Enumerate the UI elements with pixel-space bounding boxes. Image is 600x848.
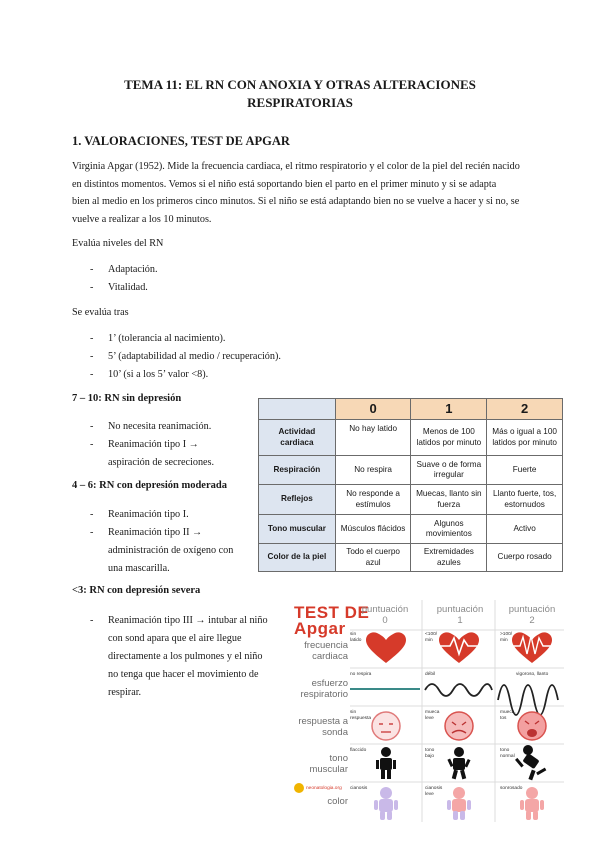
apgar-infographic	[292, 600, 564, 822]
subheading-sin-depresion: 7 – 10: RN sin depresión	[72, 393, 182, 404]
table-row-label: Color de la piel	[259, 544, 336, 572]
list-item	[90, 279, 148, 297]
list-item-continuation: administración de oxígeno con	[108, 545, 234, 556]
cell-label: tono bajo	[425, 748, 435, 759]
cell-label: sin respuesta	[350, 710, 372, 721]
cell-label: mueca leve	[425, 710, 440, 721]
list-item	[90, 612, 268, 630]
infographic-row-label: frecuencia cardiaca	[304, 640, 348, 662]
bullet-dash: -	[90, 333, 94, 344]
doc-title-line1: TEMA 11: EL RN CON ANOXIA Y OTRAS ALTERACIONES	[124, 77, 476, 92]
table-cell: Suave o de forma irregular	[411, 456, 487, 485]
list-item-continuation: con sond apara que el aire llegue	[108, 633, 242, 644]
cell-label: cianosis leve	[425, 786, 443, 797]
baby-active-icon	[515, 745, 546, 780]
cell-label: sonrosado	[500, 786, 523, 791]
infographic-row-label: color	[327, 796, 348, 807]
table-corner-cell	[259, 399, 336, 420]
bullet-dash: -	[90, 282, 94, 293]
table-cell: Todo el cuerpo azul	[335, 544, 411, 572]
table-header-row	[259, 399, 563, 420]
intro-paragraph	[72, 158, 542, 228]
list-item-text: Adaptación.	[108, 264, 158, 275]
table-row	[259, 485, 563, 515]
cell-label: flaccido	[350, 748, 367, 753]
table-row-label: Respiración	[259, 456, 336, 485]
table-header-cell: 2	[487, 399, 563, 420]
table-row	[259, 420, 563, 456]
infographic-row-label: tono muscular	[309, 753, 348, 775]
cell-label: >100/ min	[500, 632, 513, 643]
table-header-cell: 0	[335, 399, 411, 420]
list-item	[90, 524, 202, 542]
list-item-text: Reanimación tipo I.	[108, 509, 189, 520]
cell-label: vigoroso, llanto	[516, 672, 549, 677]
table-cell: Fuerte	[487, 456, 563, 485]
list-item	[90, 436, 199, 454]
col-header: puntuación 2	[508, 604, 556, 626]
table-cell: Extremidades azules	[411, 544, 487, 572]
apgar-table	[258, 398, 563, 572]
table-row-label: Actividad cardiaca	[259, 420, 336, 456]
list-item-text: 1’ (tolerancia al nacimiento).	[108, 333, 226, 344]
doc-title-line2: RESPIRATORIAS	[247, 95, 353, 110]
bullet-dash: -	[90, 527, 94, 538]
list-item-text: Reanimación tipo II →	[108, 527, 203, 538]
table-cell: Algunos movimientos	[411, 515, 487, 544]
face-crying-icon	[518, 712, 546, 740]
table-cell: Muecas, llanto sin fuerza	[411, 485, 487, 515]
heart-icon-2	[512, 632, 552, 663]
baby-flaccid-icon	[376, 747, 396, 779]
table-row	[259, 456, 563, 485]
table-header-cell: 1	[411, 399, 487, 420]
table-cell: No respira	[335, 456, 411, 485]
infographic-title: TEST DE	[294, 603, 370, 622]
face-neutral-icon	[372, 712, 400, 740]
list-item	[90, 330, 225, 348]
list-item-text: Reanimación tipo III → intubar al niño	[108, 615, 268, 626]
list-item-continuation: una mascarilla.	[108, 563, 170, 574]
table-row	[259, 544, 563, 572]
list-item	[90, 506, 189, 524]
table-cell: Menos de 100 latidos por minuto	[411, 420, 487, 456]
table-cell: Llanto fuerte, tos, estornudos	[487, 485, 563, 515]
subheading-depresion-severa: <3: RN con depresión severa	[72, 585, 201, 596]
tras-label: Se evalúa tras	[72, 307, 129, 318]
infographic-row-label: respuesta a sonda	[298, 716, 348, 738]
intro-line: Virginia Apgar (1952). Mide la frecuencia cardiaca, el ritmo respiratorio y el color de la piel del recién nacido	[72, 161, 520, 172]
list-item-text: Reanimación tipo I →	[108, 439, 199, 450]
cell-label: tono normal	[500, 748, 515, 759]
table-row-label: Tono muscular	[259, 515, 336, 544]
subheading-depresion-moderada: 4 – 6: RN con depresión moderada	[72, 480, 227, 491]
section-heading: 1. VALORACIONES, TEST DE APGAR	[72, 134, 290, 148]
logo-text: neonatologia.org	[306, 786, 342, 791]
bullet-dash: -	[90, 369, 94, 380]
list-item	[90, 348, 281, 366]
table-cell: Cuerpo rosado	[487, 544, 563, 572]
list-item	[90, 418, 211, 436]
bullet-dash: -	[90, 421, 94, 432]
table-cell: No hay latido	[335, 420, 411, 456]
bullet-dash: -	[90, 264, 94, 275]
heart-icon-1	[439, 632, 479, 663]
list-item-continuation: directamente a los pulmones y el niño	[108, 651, 263, 662]
infographic-graphics	[292, 600, 564, 822]
bullet-dash: -	[90, 351, 94, 362]
cell-label: débil	[425, 672, 436, 677]
heart-icon-0	[366, 632, 406, 663]
bullet-dash: -	[90, 439, 94, 450]
list-item	[90, 366, 208, 384]
baby-mild-cyanosis-icon	[447, 787, 471, 820]
list-item-text: Vitalidad.	[108, 282, 148, 293]
table-row	[259, 515, 563, 544]
cell-label: sin latido	[350, 632, 362, 643]
table-cell: Músculos flácidos	[335, 515, 411, 544]
table-cell: No responde a estímulos	[335, 485, 411, 515]
cell-label: cianosis	[350, 786, 368, 791]
bullet-dash: -	[90, 509, 94, 520]
list-item-continuation: respirar.	[108, 687, 142, 698]
intro-line: bien al medio en los primeros cinco minutos. Si el niño se está adaptando bien no se vuelve a hacer y si no, se	[72, 196, 520, 207]
table-cell: Activo	[487, 515, 563, 544]
cell-label: no respira	[350, 672, 372, 677]
shallow-wave-icon	[425, 684, 492, 696]
list-item-text: No necesita reanimación.	[108, 421, 212, 432]
cell-label: mueca, tos	[500, 710, 516, 721]
list-item-continuation: no tenga que hacer el movimiento de	[108, 669, 259, 680]
baby-pink-icon	[520, 787, 544, 820]
face-grimace-icon	[445, 712, 473, 740]
evalua-label: Evalúa niveles del RN	[72, 238, 164, 249]
list-item-continuation: aspiración de secreciones.	[108, 457, 215, 468]
col-header: puntuación 0	[361, 604, 409, 626]
deep-wave-icon	[498, 685, 558, 715]
list-item-text: 10’ (si a los 5’ valor <8).	[108, 369, 209, 380]
list-item	[90, 261, 158, 279]
col-header: puntuación 1	[436, 604, 484, 626]
baby-cyanotic-icon	[374, 787, 398, 820]
intro-line: en distintos momentos. Vemos si el niño está soportando bien el parto en el primer minuto y si se adapta	[72, 178, 497, 190]
cell-label: <100/ min	[425, 632, 438, 643]
list-item-text: 5’ (adaptabilidad al medio / recuperación).	[108, 351, 281, 362]
infographic-title: Apgar	[294, 619, 346, 638]
table-cell: Más o igual a 100 latidos por minuto	[487, 420, 563, 456]
table-row-label: Reflejos	[259, 485, 336, 515]
infographic-row-label: esfuerzo respiratorio	[300, 678, 348, 700]
bullet-dash: -	[90, 615, 94, 626]
baby-low-tone-icon	[447, 747, 470, 779]
intro-line: vuelve a realizar a los 10 minutos.	[72, 213, 212, 225]
